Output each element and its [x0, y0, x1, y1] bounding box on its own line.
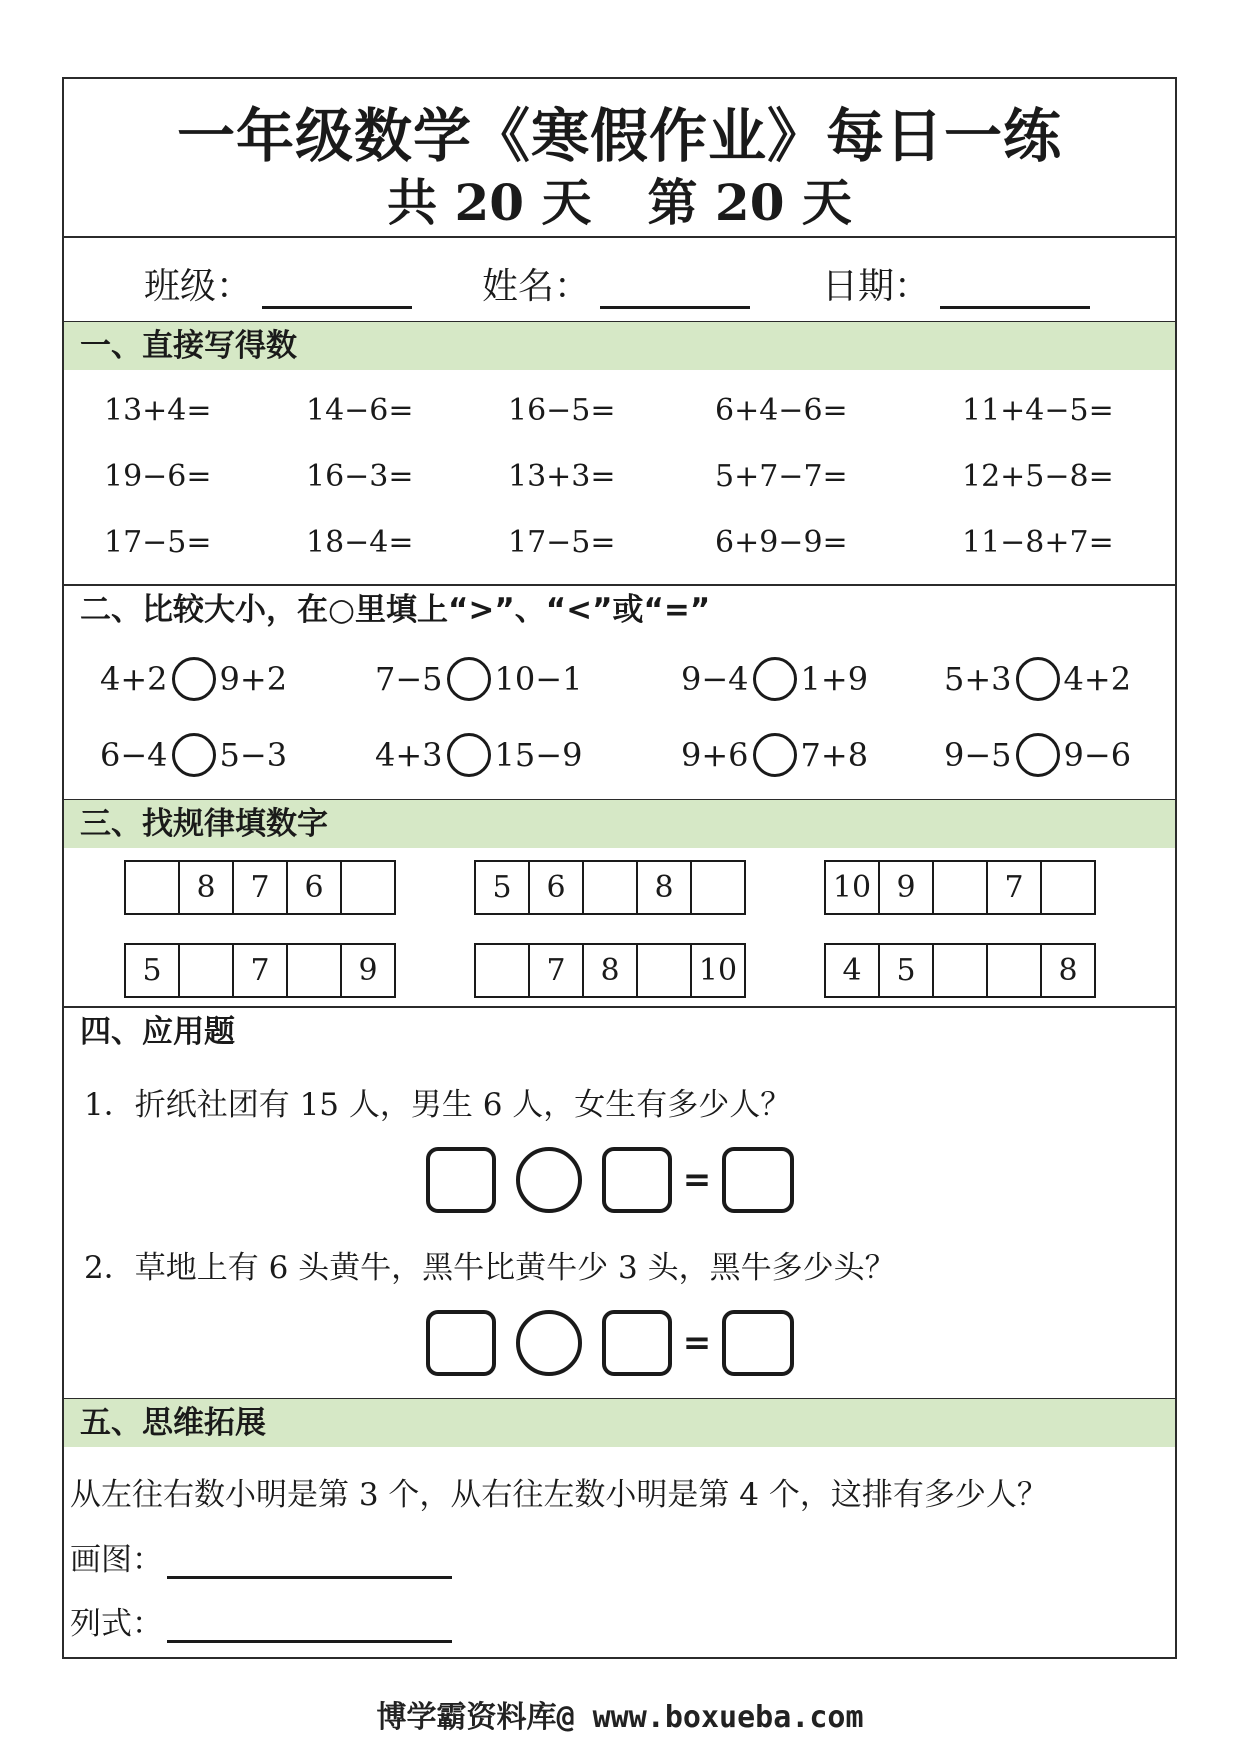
calc-item: 19−6=	[104, 459, 212, 494]
pattern-cell[interactable]: 5	[474, 860, 530, 915]
formula-label: 列式：	[70, 1606, 163, 1642]
answer-circle[interactable]	[172, 733, 216, 777]
thinking-question: 从左往右数小明是第 3 个，从右往左数小明是第 4 个，这排有多少人？	[70, 1477, 1048, 1513]
calc-item: 13+3=	[508, 459, 616, 494]
calc-item: 13+4=	[104, 393, 212, 428]
calc-item: 11−8+7=	[962, 525, 1114, 560]
pattern-strip	[474, 943, 746, 998]
pattern-cell[interactable]: 9	[878, 860, 934, 915]
footer-watermark: 博学霸资料库@ www.boxueba.com	[376, 1700, 864, 1735]
answer-box[interactable]	[426, 1310, 496, 1376]
pattern-cell[interactable]	[932, 943, 988, 998]
class-blank[interactable]	[262, 268, 412, 309]
calc-item: 6+9−9=	[715, 525, 848, 560]
compare-item: 9−5 9−6	[944, 733, 1131, 777]
pattern-cell[interactable]	[690, 860, 746, 915]
class-field[interactable]	[144, 258, 412, 309]
pattern-cell[interactable]	[474, 943, 530, 998]
name-blank[interactable]	[600, 268, 750, 309]
section4-heading: 四、应用题	[80, 1014, 235, 1050]
answer-box[interactable]	[602, 1147, 672, 1213]
class-label: 班级：	[144, 266, 253, 307]
name-field[interactable]	[482, 258, 750, 309]
compare-item: 9−4 1+9	[681, 657, 868, 701]
word-problem-2: 2．草地上有 6 头黄牛，黑牛比黄牛少 3 头，黑牛多少头？	[84, 1250, 896, 1286]
section2-heading: 二、比较大小，在○里填上“>”、“<”或“=”	[80, 592, 711, 628]
compare-item: 4+3 15−9	[375, 733, 582, 777]
pattern-cell[interactable]	[636, 943, 692, 998]
draw-blank[interactable]	[167, 1546, 452, 1579]
answer-circle[interactable]	[753, 733, 797, 777]
calc-item: 12+5−8=	[962, 459, 1114, 494]
pattern-cell[interactable]: 7	[232, 943, 288, 998]
word-problem-1: 1．折纸社团有 15 人，男生 6 人，女生有多少人？	[84, 1087, 792, 1123]
result-box[interactable]	[722, 1147, 794, 1213]
pattern-cell[interactable]: 5	[878, 943, 934, 998]
section5-heading: 五、思维拓展	[64, 1399, 1175, 1447]
worksheet	[62, 77, 1177, 1659]
draw-field[interactable]	[70, 1534, 452, 1579]
equation-template-2	[426, 1310, 794, 1376]
name-label: 姓名：	[482, 266, 591, 307]
calc-item: 18−4=	[306, 525, 414, 560]
pattern-cell[interactable]: 9	[340, 943, 396, 998]
pattern-cell[interactable]: 8	[178, 860, 234, 915]
calc-item: 14−6=	[306, 393, 414, 428]
pattern-cell[interactable]	[932, 860, 988, 915]
answer-box[interactable]	[426, 1147, 496, 1213]
answer-circle[interactable]	[1016, 733, 1060, 777]
compare-item: 7−5 10−1	[375, 657, 582, 701]
pattern-cell[interactable]: 4	[824, 943, 880, 998]
current-day: 第 20 天	[647, 173, 852, 232]
calc-item: 16−5=	[508, 393, 616, 428]
pattern-cell[interactable]: 5	[124, 943, 180, 998]
total-days: 共 20 天	[387, 173, 592, 232]
section3-heading: 三、找规律填数字	[64, 800, 1175, 848]
pattern-strip	[474, 860, 746, 915]
answer-box[interactable]	[602, 1310, 672, 1376]
calc-item: 5+7−7=	[715, 459, 848, 494]
pattern-cell[interactable]: 6	[286, 860, 342, 915]
pattern-cell[interactable]: 10	[824, 860, 880, 915]
pattern-cell[interactable]	[582, 860, 638, 915]
pattern-cell[interactable]: 8	[636, 860, 692, 915]
pattern-cell[interactable]: 8	[1040, 943, 1096, 998]
pattern-cell[interactable]	[124, 860, 180, 915]
pattern-cell[interactable]: 6	[528, 860, 584, 915]
pattern-cell[interactable]: 7	[232, 860, 288, 915]
pattern-cell[interactable]	[340, 860, 396, 915]
calc-item: 6+4−6=	[715, 393, 848, 428]
pattern-cell[interactable]	[178, 943, 234, 998]
answer-circle[interactable]	[1016, 657, 1060, 701]
date-field[interactable]	[822, 258, 1090, 309]
compare-item: 9+6 7+8	[681, 733, 868, 777]
formula-blank[interactable]	[167, 1610, 452, 1643]
pattern-cell[interactable]: 10	[690, 943, 746, 998]
pattern-strip	[124, 943, 396, 998]
pattern-cell[interactable]	[1040, 860, 1096, 915]
result-box[interactable]	[722, 1310, 794, 1376]
date-blank[interactable]	[940, 268, 1090, 309]
calc-item: 16−3=	[306, 459, 414, 494]
operator-circle[interactable]	[516, 1310, 582, 1376]
answer-circle[interactable]	[172, 657, 216, 701]
pattern-strip	[824, 860, 1096, 915]
page-title: 一年级数学《寒假作业》每日一练	[176, 102, 1062, 170]
pattern-cell[interactable]	[286, 943, 342, 998]
compare-item: 5+3 4+2	[944, 657, 1131, 701]
pattern-cell[interactable]: 7	[986, 860, 1042, 915]
date-label: 日期：	[822, 266, 931, 307]
calc-item: 17−5=	[508, 525, 616, 560]
equation-template-1	[426, 1147, 794, 1213]
equals-sign: =	[682, 1323, 712, 1363]
compare-item: 6−4 5−3	[100, 733, 287, 777]
student-info-row	[64, 236, 1175, 321]
compare-item: 4+2 9+2	[100, 657, 287, 701]
formula-field[interactable]	[70, 1598, 452, 1643]
page-subtitle	[64, 163, 1175, 235]
pattern-cell[interactable]	[986, 943, 1042, 998]
pattern-strip	[124, 860, 396, 915]
pattern-cell[interactable]: 7	[528, 943, 584, 998]
calc-item: 11+4−5=	[962, 393, 1114, 428]
title-block	[64, 79, 1175, 238]
calc-item: 17−5=	[104, 525, 212, 560]
pattern-cell[interactable]: 8	[582, 943, 638, 998]
answer-circle[interactable]	[447, 657, 491, 701]
operator-circle[interactable]	[516, 1147, 582, 1213]
pattern-strip	[824, 943, 1096, 998]
draw-label: 画图：	[70, 1542, 163, 1578]
section1-heading: 一、直接写得数	[64, 322, 1175, 370]
equals-sign: =	[682, 1160, 712, 1200]
answer-circle[interactable]	[447, 733, 491, 777]
answer-circle[interactable]	[753, 657, 797, 701]
